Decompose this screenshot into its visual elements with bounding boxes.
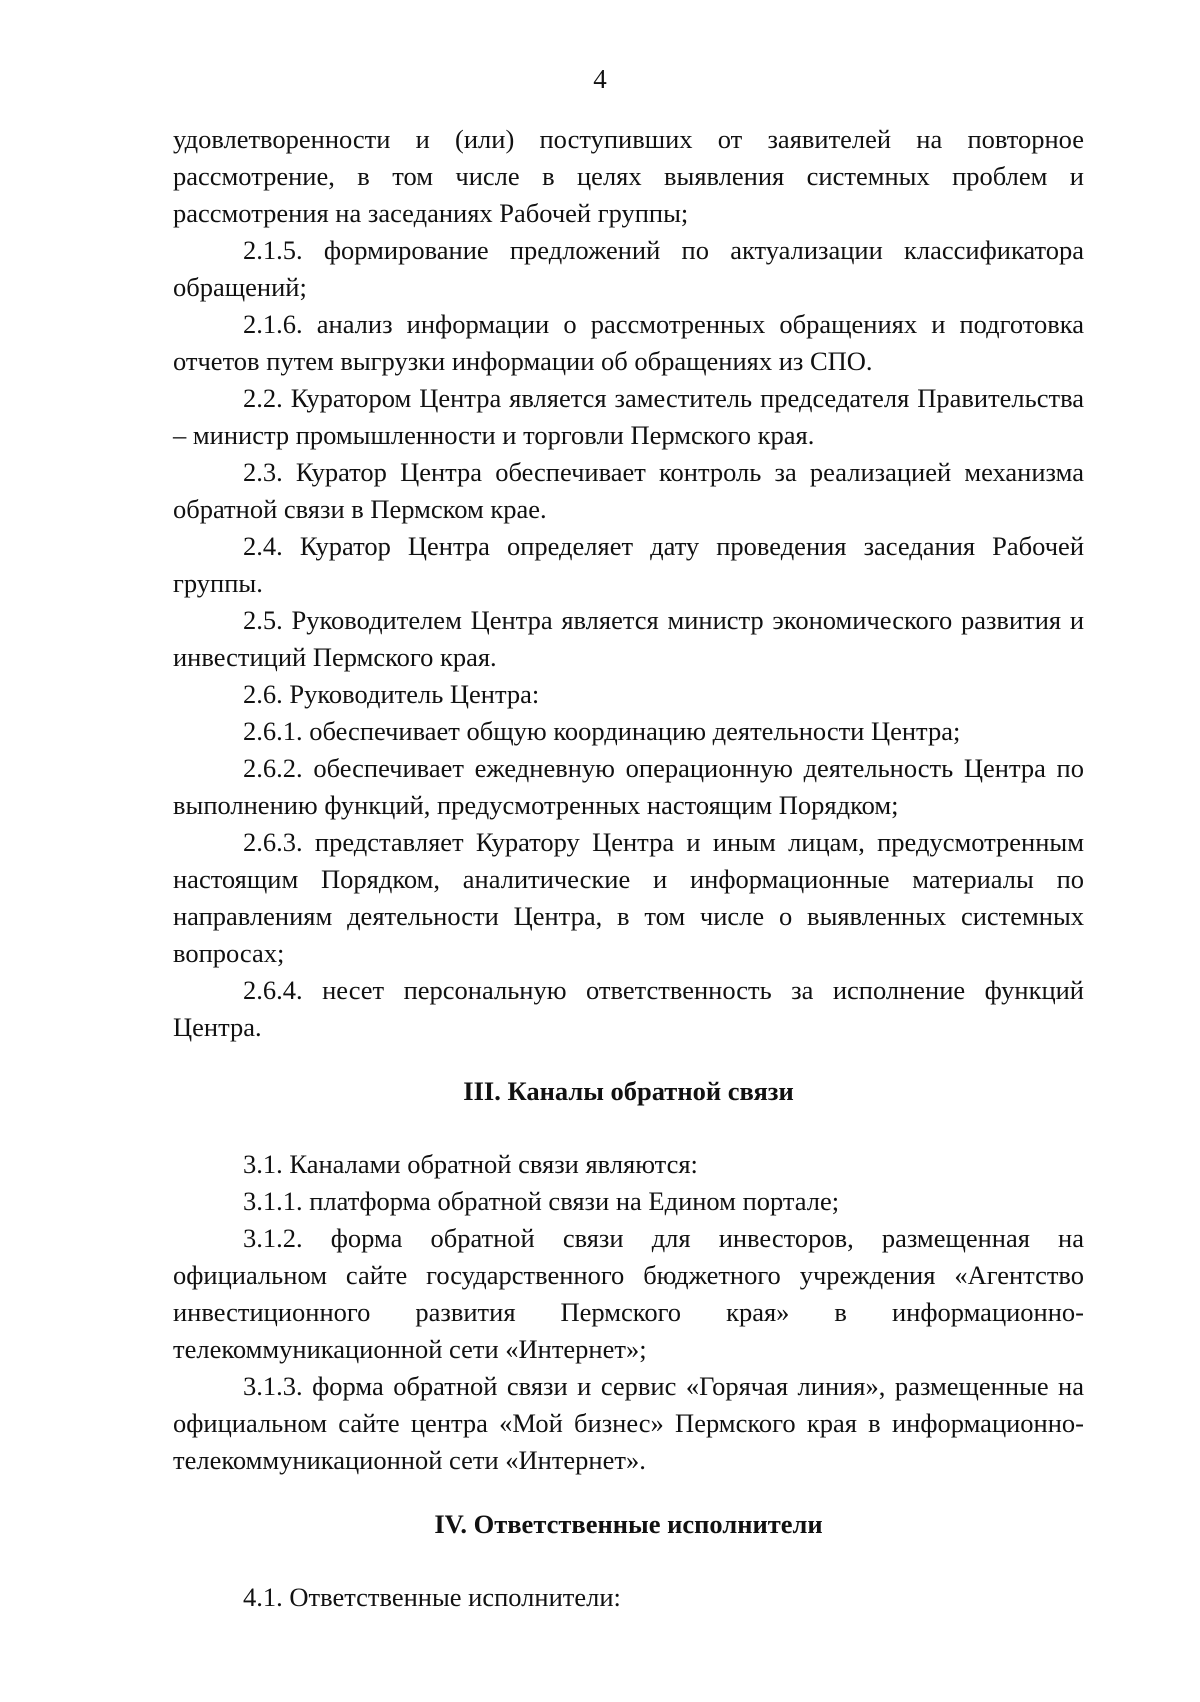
section-3-heading: III. Каналы обратной связи [463, 1076, 794, 1106]
paragraph-2-6-3: 2.6.3. представляет Куратору Центра и иным лицам, предусмотренным настоящим Порядком, аналитические и информационные материалы по направлениям деятельности Центра, в том числе о выявленных системных вопросах; [173, 827, 1084, 968]
paragraph-3-1-1: 3.1.1. платформа обратной связи на Едином портале; [243, 1186, 840, 1216]
paragraph-2-4: 2.4. Куратор Центра определяет дату проведения заседания Рабочей группы. [173, 531, 1084, 598]
document-body [173, 121, 1084, 1616]
paragraph-2-3: 2.3. Куратор Центра обеспечивает контроль за реализацией механизма обратной связи в Пермском крае. [173, 457, 1084, 524]
paragraph-2-5: 2.5. Руководителем Центра является министр экономического развития и инвестиций Пермского края. [173, 605, 1084, 672]
paragraph-2-1-5: 2.1.5. формирование предложений по актуализации классификатора обращений; [173, 235, 1084, 302]
paragraph-4-1: 4.1. Ответственные исполнители: [243, 1582, 621, 1612]
paragraph-2-6: 2.6. Руководитель Центра: [243, 679, 540, 709]
page-number: 4 [593, 64, 607, 94]
paragraph-3-1-2: 3.1.2. форма обратной связи для инвесторов, размещенная на официальном сайте государственного бюджетного учреждения «Агентство инвестиционного развития Пермского края» в информационно-телекоммуникационной сети «Интернет»; [173, 1223, 1084, 1364]
section-4-heading: IV. Ответственные исполнители [434, 1509, 823, 1539]
paragraph-2-2: 2.2. Куратором Центра является заместитель председателя Правительства – министр промышленности и торговли Пермского края. [173, 383, 1084, 450]
paragraph-2-1-6: 2.1.6. анализ информации о рассмотренных обращениях и подготовка отчетов путем выгрузки информации об обращениях из СПО. [173, 309, 1084, 376]
paragraph-continuation: удовлетворенности и (или) поступивших от заявителей на повторное рассмотрение, в том числе в целях выявления системных проблем и рассмотрения на заседаниях Рабочей группы; [173, 124, 1084, 228]
paragraph-2-6-2: 2.6.2. обеспечивает ежедневную операционную деятельность Центра по выполнению функций, предусмотренных настоящим Порядком; [173, 753, 1084, 820]
paragraph-3-1: 3.1. Каналами обратной связи являются: [243, 1149, 698, 1179]
paragraph-3-1-3: 3.1.3. форма обратной связи и сервис «Горячая линия», размещенные на официальном сайте центра «Мой бизнес» Пермского края в информационно-телекоммуникационной сети «Интернет». [173, 1371, 1084, 1475]
paragraph-2-6-1: 2.6.1. обеспечивает общую координацию деятельности Центра; [243, 716, 961, 746]
paragraph-2-6-4: 2.6.4. несет персональную ответственность за исполнение функций Центра. [173, 975, 1084, 1042]
